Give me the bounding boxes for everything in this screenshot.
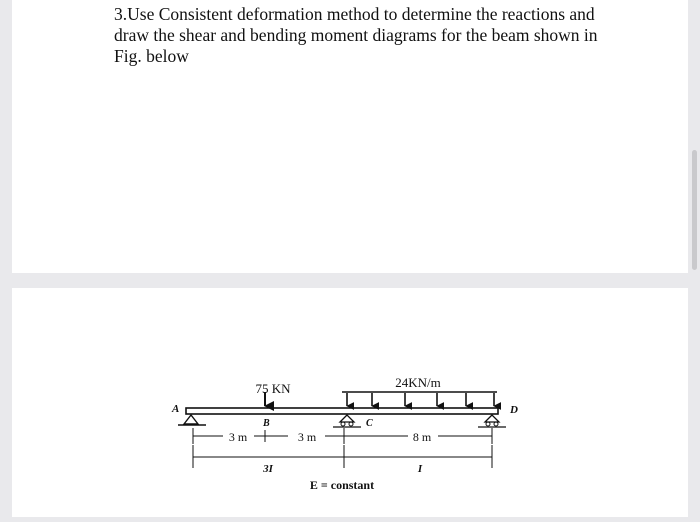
- distributed-load: [342, 392, 497, 406]
- label-c: C: [366, 418, 373, 429]
- beam: [186, 408, 498, 414]
- distributed-load-label: 24KN/m: [395, 375, 441, 390]
- label-a: A: [172, 403, 180, 415]
- span-ab-label: 3 m: [228, 430, 248, 444]
- support-d-roller: [478, 415, 506, 427]
- inertia-cd-label: I: [417, 463, 423, 475]
- dimension-line-lower: [193, 445, 492, 468]
- support-a-pin: [178, 415, 206, 425]
- modulus-note: E = constant: [309, 478, 375, 492]
- figure-card: [12, 288, 688, 517]
- inertia-ac-label: 3I: [263, 463, 273, 475]
- span-bc-label: 3 m: [297, 430, 317, 444]
- question-text: 3.Use Consistent deformation method to determine the reactions and draw the shear and bending moment diagrams for the beam shown in Fig. below: [114, 4, 598, 66]
- point-load-label: 75 KN: [255, 381, 291, 396]
- label-b: B: [263, 418, 270, 429]
- beam-figure: [12, 288, 688, 517]
- question-card: [12, 0, 688, 273]
- label-d: D: [510, 404, 518, 416]
- span-cd-label: 8 m: [412, 430, 432, 444]
- scrollbar[interactable]: [692, 150, 697, 270]
- support-c-roller: [333, 415, 361, 427]
